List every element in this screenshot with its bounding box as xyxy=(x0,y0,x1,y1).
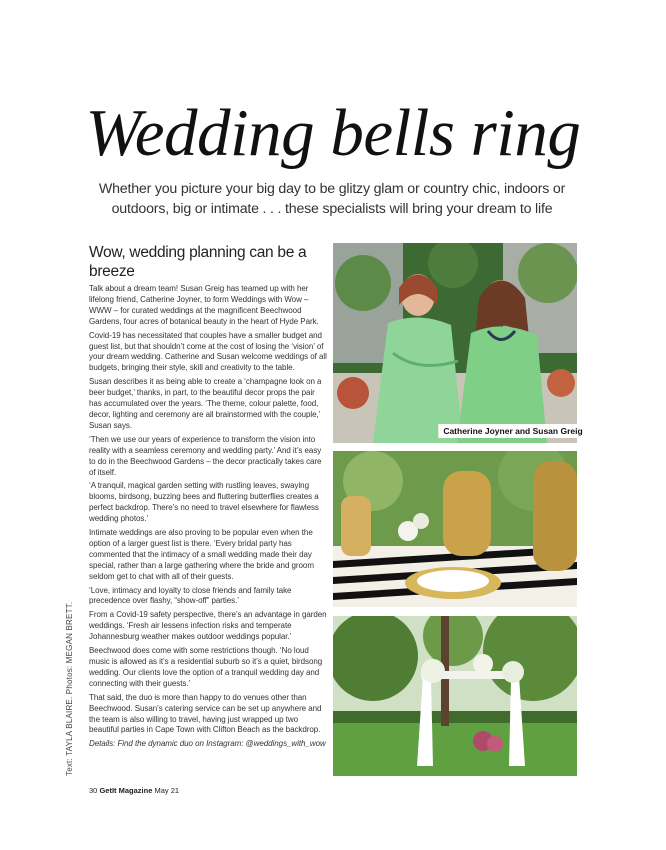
paragraph: Covid-19 has necessitated that couples have a smaller budget and guest list, but that shouldn’t come at the cost of losing the ‘vision’ of your dream wedding. Catherine and Susan welcome weddings of all budgets, bringing their style, skill and creativity to the table. xyxy=(89,330,327,373)
paragraph: Susan describes it as being able to create a ‘champagne look on a beer budget,’ thanks, in part, to the beautiful decor props the pair has accumulated over the years. ‘The theme, colour palette, food, decor, lighting and ceremony are all brainstormed with the couple,’ Susan says. xyxy=(89,377,322,430)
table-setting-photo xyxy=(333,451,577,607)
page-number: 30 xyxy=(89,786,98,795)
paragraph: Beechwood does come with some restrictions though. ‘No loud music is allowed as it’s a residential suburb so it’s a quiet, birdsong wedding. Our clients love the option of a tranquil wedding day and connecting with their guests.’ xyxy=(89,646,323,688)
photo-credit: Text: TAYLA BLAIRE. Photos: MEGAN BRETT. xyxy=(65,601,74,776)
garden-arch-photo xyxy=(333,616,577,776)
magazine-name: GetIt Magazine xyxy=(99,786,153,795)
paragraph: Talk about a dream team! Susan Greig has teamed up with her lifelong friend, Catherine Joyner, to form Weddings with Wow – WWW – for curated weddings at the magnificent Beechwood Gardens, four acres of botanical beauty in the heart of Hyde Park. xyxy=(89,284,319,326)
details-line: Details: Find the dynamic duo on Instagram: @weddings_with_wow xyxy=(89,739,326,749)
paragraph: ‘Love, intimacy and loyalty to close friends and family take precedence over flashy, “show-off” parties.’ xyxy=(89,585,292,606)
portrait-photo xyxy=(333,243,577,443)
standfirst: Whether you picture your big day to be glitzy glam or country chic, indoors or outdoors, big or intimate . . . these specialists will bring your dream to life xyxy=(98,181,566,217)
page-folio xyxy=(89,786,179,795)
article-body xyxy=(89,243,329,753)
photo-caption: Catherine Joyner and Susan Greig xyxy=(438,424,587,438)
paragraph: That said, the duo is more than happy to do venues other than Beechwood. Susan’s catering service can be set up anywhere and the team is also willing to travel, having just wrapped up two beautiful parties in Cape Town with Clifton Beach as the backdrop. xyxy=(89,692,322,735)
headline: Wedding bells ring xyxy=(85,96,581,170)
paragraph: ‘Then we use our years of experience to transform the vision into reality with a seamless ceremony and wedding party.’ And it’s easy to do in the Beechwood Gardens – the decor practically takes care of itself. xyxy=(89,434,322,477)
article-subhead: Wow, wedding planning can be a breeze xyxy=(89,244,307,280)
paragraph: Intimate weddings are also proving to be popular even when the option of a larger guest list is there. ‘Every bridal party has commented that the intimacy of a small wedding made their day special, rather than a large gathering where the bride and groom seldom get to chat with all of their guests. xyxy=(89,528,314,581)
paragraph: From a Covid-19 safety perspective, there’s an advantage in garden weddings. ‘Fresh air lessens infection risks and temperate Johannesburg weather makes outdoor weddings popular.’ xyxy=(89,610,327,642)
issue-date: May 21 xyxy=(154,786,180,795)
paragraph: ‘A tranquil, magical garden setting with rustling leaves, swaying blooms, birdsong, buzzing bees and fluttering butterflies creates a perfect backdrop. There’s no need to travel elsewhere for flawless wedding photos.’ xyxy=(89,481,319,524)
